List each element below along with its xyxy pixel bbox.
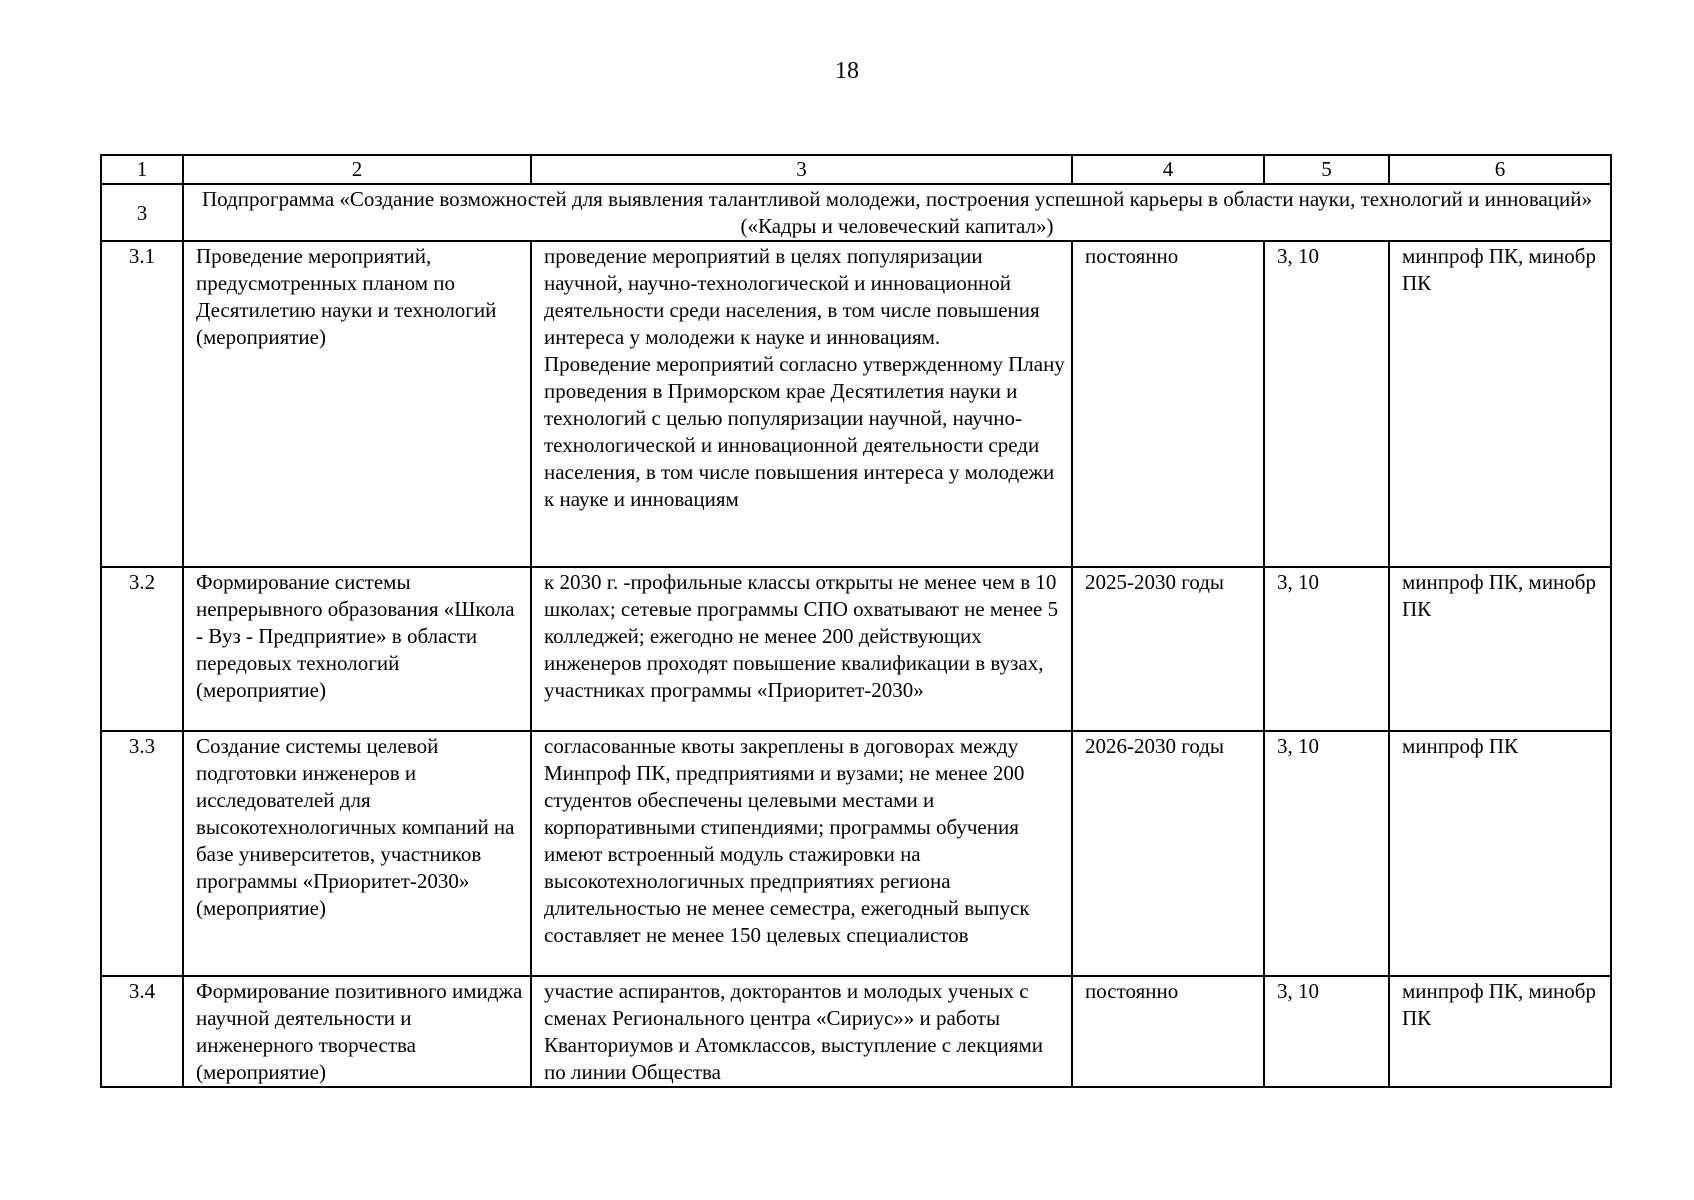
term: постоянно (1072, 241, 1264, 567)
expected-result (531, 241, 1072, 567)
term: 2025-2030 годы (1072, 567, 1264, 731)
header-cell: 1 (101, 155, 183, 184)
indicator-link: 3, 10 (1264, 731, 1389, 976)
row-number: 3.3 (101, 731, 183, 976)
expected-result: согласованные квоты закреплены в договорах между Минпроф ПК, предприятиями и вузами; не менее 200 студентов обеспечены целевыми местами и корпоративными стипендиями; программы обучения имеют встроенный модуль стажировки на высокотехнологичных предприятиях региона длительностью не менее семестра, ежегодный выпуск составляет не менее 150 целевых специалистов (531, 731, 1072, 976)
table-row (101, 567, 1611, 731)
responsible: минпроф ПК (1389, 731, 1611, 976)
table-row (101, 976, 1611, 1087)
expected-result: участие аспирантов, докторантов и молодых ученых с сменах Регионального центра «Сириус»» и работы Кванториумов и Атомклассов, выступление с лекциями по линии Общества (531, 976, 1072, 1087)
row-number: 3.1 (101, 241, 183, 567)
table-row (101, 731, 1611, 976)
row-number: 3.2 (101, 567, 183, 731)
activity-name: Формирование позитивного имиджа научной деятельности и инженерного творчества (мероприятие) (183, 976, 531, 1087)
header-cell: 6 (1389, 155, 1611, 184)
header-cell: 5 (1264, 155, 1389, 184)
expected-result: к 2030 г. -профильные классы открыты не менее чем в 10 школах; сетевые программы СПО охватывают не менее 5 колледжей; ежегодно не менее 200 действующих инженеров проходят повышение квалификации в вузах, участниках программы «Приоритет-2030» (531, 567, 1072, 731)
header-cell: 3 (531, 155, 1072, 184)
term: 2026-2030 годы (1072, 731, 1264, 976)
subprogram-number: 3 (101, 184, 183, 241)
table-row (101, 241, 1611, 567)
term: постоянно (1072, 976, 1264, 1087)
plan-table (100, 154, 1612, 1088)
row-number: 3.4 (101, 976, 183, 1087)
activity-name: Проведение мероприятий, предусмотренных планом по Десятилетию науки и технологий (мероприятие) (183, 241, 531, 567)
subprogram-title: Подпрограмма «Создание возможностей для выявления талантливой молодежи, построения успешной карьеры в области науки, технологий и инноваций» («Кадры и человеческий капитал») (183, 184, 1611, 241)
activity-name: Формирование системы непрерывного образования «Школа - Вуз - Предприятие» в области передовых технологий (мероприятие) (183, 567, 531, 731)
header-cell: 2 (183, 155, 531, 184)
result-paragraph: Проведение мероприятий согласно утвержденному Плану проведения в Приморском крае Десятилетия науки и технологий с целью популяризации научной, научно-технологической и инновационной деятельности среди населения, в том числе повышения интереса у молодежи к науке и инновациям (544, 352, 1065, 511)
result-paragraph: проведение мероприятий в целях популяризации научной, научно-технологической и инновационной деятельности среди населения, в том числе повышения интереса у молодежи к науке и инновациям. (544, 244, 1040, 349)
responsible: минпроф ПК, минобр ПК (1389, 976, 1611, 1087)
header-cell: 4 (1072, 155, 1264, 184)
indicator-link: 3, 10 (1264, 241, 1389, 567)
subprogram-row (101, 184, 1611, 241)
activity-name: Создание системы целевой подготовки инженеров и исследователей для высокотехнологичных компаний на базе университетов, участников программы «Приоритет-2030» (мероприятие) (183, 731, 531, 976)
table-header-row (101, 155, 1611, 184)
indicator-link: 3, 10 (1264, 567, 1389, 731)
responsible: минпроф ПК, минобр ПК (1389, 241, 1611, 567)
responsible: минпроф ПК, минобр ПК (1389, 567, 1611, 731)
indicator-link: 3, 10 (1264, 976, 1389, 1087)
page-number: 18 (835, 58, 859, 84)
